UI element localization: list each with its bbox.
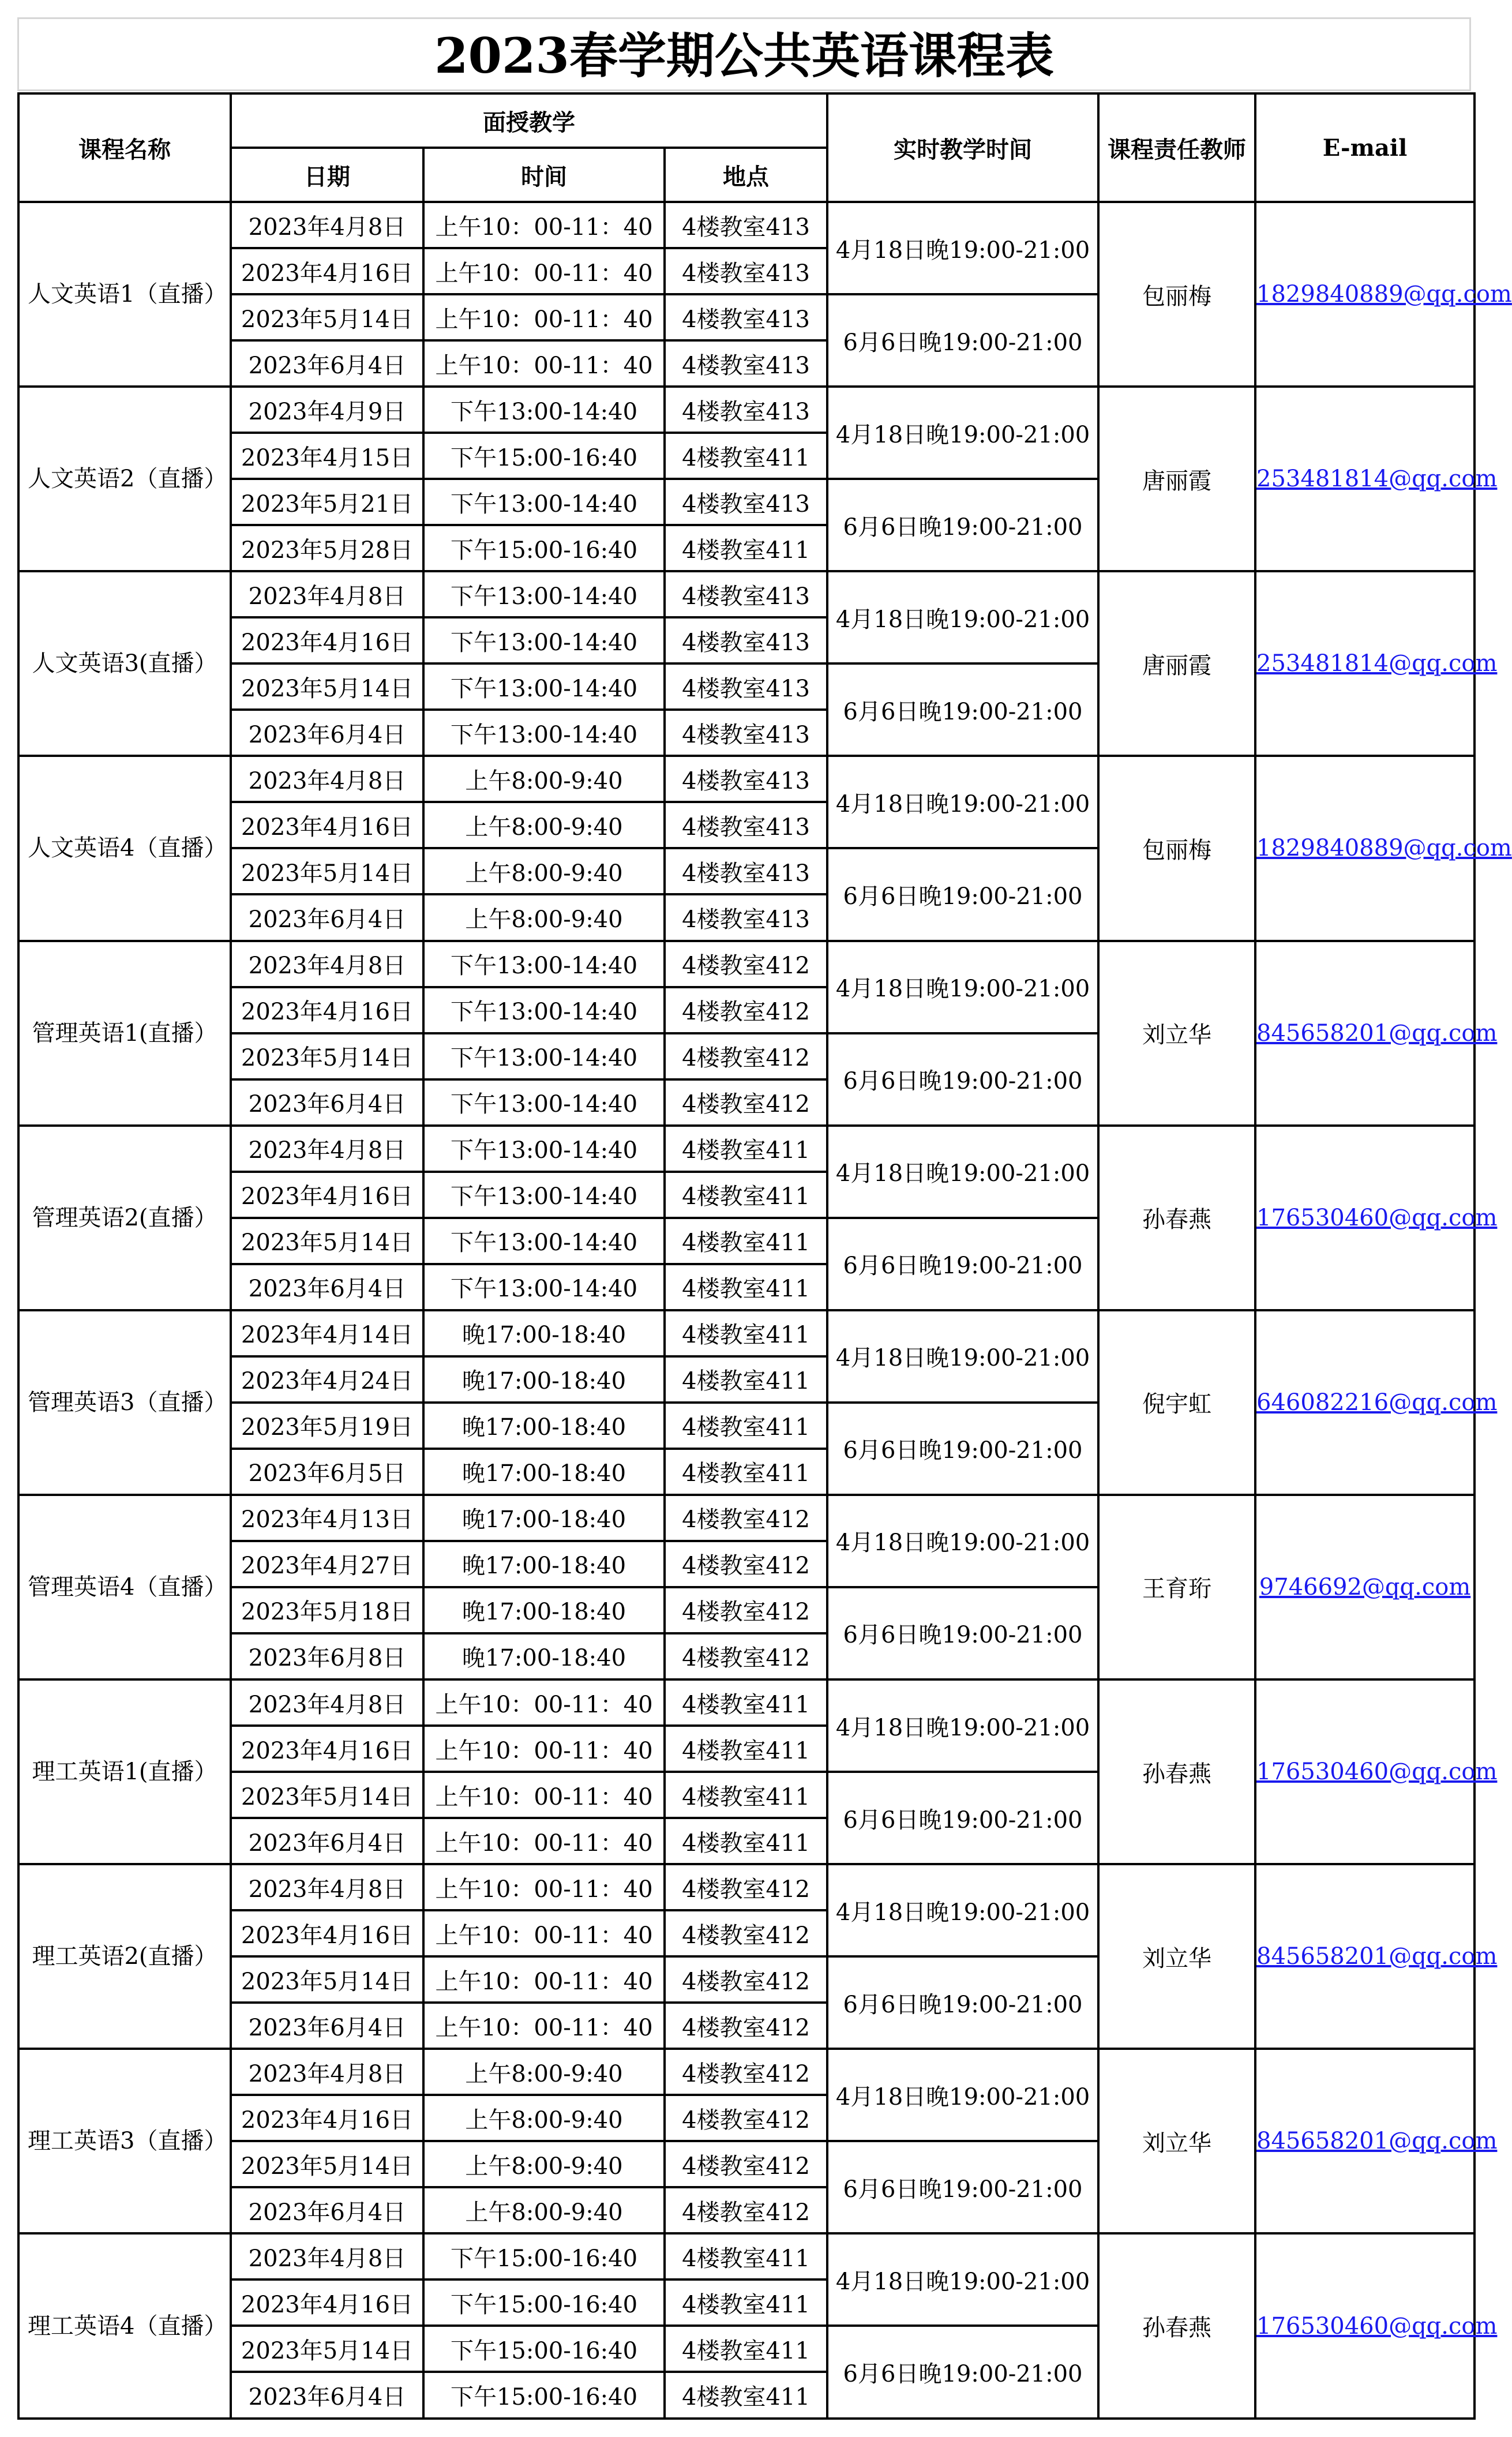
live-time: 4月18日晚19:00-21:00 <box>827 2049 1098 2141</box>
session-date: 2023年5月18日 <box>231 1587 423 1633</box>
live-time: 4月18日晚19:00-21:00 <box>827 2233 1098 2326</box>
live-time: 6月6日晚19:00-21:00 <box>827 479 1098 571</box>
session-time: 上午8:00-9:40 <box>423 756 665 802</box>
session-place: 4楼教室413 <box>665 663 827 710</box>
session-place: 4楼教室412 <box>665 2095 827 2141</box>
session-time: 下午13:00-14:40 <box>423 479 665 525</box>
session-time: 下午13:00-14:40 <box>423 941 665 987</box>
session-place: 4楼教室412 <box>665 941 827 987</box>
session-date: 2023年6月4日 <box>231 340 423 387</box>
session-place: 4楼教室411 <box>665 433 827 479</box>
session-time: 下午13:00-14:40 <box>423 1126 665 1172</box>
session-place: 4楼教室413 <box>665 387 827 433</box>
table-row <box>18 1679 1475 1726</box>
session-place: 4楼教室411 <box>665 1449 827 1495</box>
header-date: 日期 <box>231 148 423 202</box>
session-time: 下午13:00-14:40 <box>423 987 665 1033</box>
table-row <box>18 1310 1475 1356</box>
email-link[interactable]: 845658201@qq.com <box>1256 1019 1498 1047</box>
session-place: 4楼教室413 <box>665 756 827 802</box>
session-date: 2023年5月14日 <box>231 1033 423 1079</box>
header-time: 时间 <box>423 148 665 202</box>
session-date: 2023年4月14日 <box>231 1310 423 1356</box>
session-time: 晚17:00-18:40 <box>423 1633 665 1679</box>
session-place: 4楼教室412 <box>665 2187 827 2233</box>
session-date: 2023年6月8日 <box>231 1633 423 1679</box>
email-cell <box>1255 2233 1498 2419</box>
session-time: 下午15:00-16:40 <box>423 2233 665 2279</box>
session-place: 4楼教室412 <box>665 1587 827 1633</box>
session-time: 下午13:00-14:40 <box>423 663 665 710</box>
email-cell <box>1255 941 1498 1126</box>
session-time: 下午15:00-16:40 <box>423 525 665 571</box>
table-row <box>18 2233 1475 2279</box>
teacher-name: 包丽梅 <box>1098 202 1255 387</box>
email-cell <box>1255 1864 1498 2049</box>
table-row <box>18 941 1475 987</box>
session-date: 2023年5月14日 <box>231 848 423 894</box>
email-link[interactable]: 176530460@qq.com <box>1256 1204 1498 1231</box>
email-cell <box>1255 1126 1498 1310</box>
live-time: 6月6日晚19:00-21:00 <box>827 2141 1098 2233</box>
course-name: 理工英语3（直播） <box>18 2049 231 2233</box>
live-time: 6月6日晚19:00-21:00 <box>827 1772 1098 1864</box>
session-time: 上午8:00-9:40 <box>423 2095 665 2141</box>
session-place: 4楼教室411 <box>665 1126 827 1172</box>
session-place: 4楼教室411 <box>665 1772 827 1818</box>
session-date: 2023年4月8日 <box>231 2233 423 2279</box>
session-date: 2023年5月14日 <box>231 294 423 340</box>
title-cell <box>17 17 1471 91</box>
session-date: 2023年4月16日 <box>231 802 423 848</box>
course-name: 理工英语4（直播） <box>18 2233 231 2419</box>
teacher-name: 刘立华 <box>1098 941 1255 1126</box>
session-time: 上午10：00-11：40 <box>423 248 665 294</box>
schedule-table <box>17 92 1512 2420</box>
session-time: 上午10：00-11：40 <box>423 1956 665 2003</box>
teacher-name: 孙春燕 <box>1098 1679 1255 1864</box>
live-time: 6月6日晚19:00-21:00 <box>827 1218 1098 1310</box>
teacher-name: 王育珩 <box>1098 1495 1255 1679</box>
live-time: 4月18日晚19:00-21:00 <box>827 1310 1098 1403</box>
session-time: 下午15:00-16:40 <box>423 2372 665 2419</box>
session-time: 上午8:00-9:40 <box>423 894 665 940</box>
email-link[interactable]: 646082216@qq.com <box>1256 1389 1498 1416</box>
table-row <box>18 571 1475 617</box>
session-place: 4楼教室412 <box>665 1864 827 1910</box>
email-cell <box>1255 1495 1475 1679</box>
session-time: 上午10：00-11：40 <box>423 1726 665 1772</box>
session-time: 上午10：00-11：40 <box>423 1772 665 1818</box>
session-date: 2023年6月4日 <box>231 2187 423 2233</box>
email-link[interactable]: 1829840889@qq.com <box>1256 835 1512 862</box>
live-time: 4月18日晚19:00-21:00 <box>827 941 1098 1033</box>
session-date: 2023年6月4日 <box>231 1079 423 1126</box>
table-row <box>18 1126 1475 1172</box>
session-place: 4楼教室412 <box>665 1541 827 1587</box>
session-date: 2023年5月21日 <box>231 479 423 525</box>
live-time: 4月18日晚19:00-21:00 <box>827 1679 1098 1772</box>
session-time: 上午10：00-11：40 <box>423 1818 665 1864</box>
session-date: 2023年4月13日 <box>231 1495 423 1541</box>
course-name: 管理英语4（直播） <box>18 1495 231 1679</box>
session-place: 4楼教室413 <box>665 294 827 340</box>
session-date: 2023年4月8日 <box>231 941 423 987</box>
session-time: 晚17:00-18:40 <box>423 1403 665 1449</box>
live-time: 4月18日晚19:00-21:00 <box>827 387 1098 479</box>
teacher-name: 刘立华 <box>1098 2049 1255 2233</box>
email-link[interactable]: 845658201@qq.com <box>1256 2128 1498 2155</box>
session-place: 4楼教室411 <box>665 1403 827 1449</box>
table-row <box>18 1495 1475 1541</box>
session-time: 上午10：00-11：40 <box>423 1864 665 1910</box>
session-time: 下午13:00-14:40 <box>423 1264 665 1310</box>
session-time: 晚17:00-18:40 <box>423 1356 665 1403</box>
email-cell <box>1255 571 1498 756</box>
session-date: 2023年4月16日 <box>231 1726 423 1772</box>
session-time: 晚17:00-18:40 <box>423 1495 665 1541</box>
session-date: 2023年6月4日 <box>231 2372 423 2419</box>
session-time: 下午13:00-14:40 <box>423 1033 665 1079</box>
session-time: 下午13:00-14:40 <box>423 710 665 756</box>
course-name: 管理英语1(直播） <box>18 941 231 1126</box>
session-time: 上午10：00-11：40 <box>423 202 665 248</box>
session-date: 2023年5月14日 <box>231 2141 423 2187</box>
course-name: 人文英语2（直播） <box>18 387 231 571</box>
page-title: 2023春学期公共英语课程表 <box>434 27 1054 84</box>
session-time: 下午13:00-14:40 <box>423 1218 665 1264</box>
session-place: 4楼教室411 <box>665 1310 827 1356</box>
header-live: 实时教学时间 <box>827 93 1098 202</box>
header-face-to-face: 面授教学 <box>231 93 827 148</box>
session-date: 2023年4月8日 <box>231 571 423 617</box>
header-place: 地点 <box>665 148 827 202</box>
session-date: 2023年4月24日 <box>231 1356 423 1403</box>
live-time: 6月6日晚19:00-21:00 <box>827 1033 1098 1126</box>
session-date: 2023年4月9日 <box>231 387 423 433</box>
email-link[interactable]: 9746692@qq.com <box>1259 1573 1471 1600</box>
session-time: 下午13:00-14:40 <box>423 571 665 617</box>
session-date: 2023年4月16日 <box>231 987 423 1033</box>
header-email: E-mail <box>1255 93 1475 202</box>
email-cell <box>1255 1679 1498 1864</box>
email-cell <box>1255 756 1512 940</box>
session-place: 4楼教室411 <box>665 1818 827 1864</box>
session-date: 2023年6月4日 <box>231 710 423 756</box>
session-date: 2023年4月8日 <box>231 756 423 802</box>
session-time: 上午8:00-9:40 <box>423 2187 665 2233</box>
session-date: 2023年4月15日 <box>231 433 423 479</box>
course-name: 理工英语2(直播） <box>18 1864 231 2049</box>
session-place: 4楼教室411 <box>665 1172 827 1218</box>
table-row <box>18 202 1475 248</box>
session-time: 上午8:00-9:40 <box>423 802 665 848</box>
schedule-body <box>18 202 1512 2419</box>
session-time: 下午15:00-16:40 <box>423 433 665 479</box>
session-date: 2023年5月19日 <box>231 1403 423 1449</box>
live-time: 6月6日晚19:00-21:00 <box>827 663 1098 756</box>
session-place: 4楼教室412 <box>665 1495 827 1541</box>
session-time: 上午8:00-9:40 <box>423 848 665 894</box>
teacher-name: 孙春燕 <box>1098 2233 1255 2419</box>
session-date: 2023年6月5日 <box>231 1449 423 1495</box>
session-date: 2023年4月8日 <box>231 1126 423 1172</box>
teacher-name: 倪宇虹 <box>1098 1310 1255 1495</box>
live-time: 4月18日晚19:00-21:00 <box>827 571 1098 663</box>
session-place: 4楼教室411 <box>665 2326 827 2372</box>
session-date: 2023年4月16日 <box>231 248 423 294</box>
session-date: 2023年5月14日 <box>231 1218 423 1264</box>
session-place: 4楼教室412 <box>665 1033 827 1079</box>
session-place: 4楼教室412 <box>665 1956 827 2003</box>
session-place: 4楼教室411 <box>665 2279 827 2326</box>
session-date: 2023年4月16日 <box>231 1910 423 1956</box>
email-link[interactable]: 845658201@qq.com <box>1256 1943 1498 1970</box>
session-place: 4楼教室413 <box>665 202 827 248</box>
session-date: 2023年4月8日 <box>231 1864 423 1910</box>
session-date: 2023年4月16日 <box>231 2095 423 2141</box>
teacher-name: 刘立华 <box>1098 1864 1255 2049</box>
session-place: 4楼教室413 <box>665 248 827 294</box>
session-time: 下午13:00-14:40 <box>423 1172 665 1218</box>
email-cell <box>1255 387 1498 571</box>
teacher-name: 包丽梅 <box>1098 756 1255 940</box>
live-time: 4月18日晚19:00-21:00 <box>827 1864 1098 1956</box>
course-name: 管理英语3（直播） <box>18 1310 231 1495</box>
session-time: 晚17:00-18:40 <box>423 1310 665 1356</box>
live-time: 6月6日晚19:00-21:00 <box>827 848 1098 940</box>
live-time: 6月6日晚19:00-21:00 <box>827 2326 1098 2419</box>
session-time: 上午10：00-11：40 <box>423 294 665 340</box>
session-date: 2023年6月4日 <box>231 1818 423 1864</box>
course-name: 人文英语4（直播） <box>18 756 231 940</box>
session-date: 2023年6月4日 <box>231 1264 423 1310</box>
teacher-name: 孙春燕 <box>1098 1126 1255 1310</box>
course-name: 理工英语1(直播） <box>18 1679 231 1864</box>
email-link[interactable]: 176530460@qq.com <box>1256 2312 1498 2339</box>
live-time: 4月18日晚19:00-21:00 <box>827 202 1098 294</box>
session-place: 4楼教室413 <box>665 848 827 894</box>
session-time: 上午8:00-9:40 <box>423 2049 665 2095</box>
live-time: 4月18日晚19:00-21:00 <box>827 1126 1098 1218</box>
session-date: 2023年4月16日 <box>231 617 423 663</box>
session-place: 4楼教室413 <box>665 617 827 663</box>
session-date: 2023年5月14日 <box>231 663 423 710</box>
session-date: 2023年5月14日 <box>231 1956 423 2003</box>
table-row <box>18 1864 1475 1910</box>
session-time: 晚17:00-18:40 <box>423 1587 665 1633</box>
session-place: 4楼教室412 <box>665 1633 827 1679</box>
course-name: 人文英语1（直播） <box>18 202 231 387</box>
session-time: 晚17:00-18:40 <box>423 1449 665 1495</box>
live-time: 6月6日晚19:00-21:00 <box>827 1956 1098 2049</box>
session-place: 4楼教室413 <box>665 479 827 525</box>
email-link[interactable]: 253481814@qq.com <box>1256 650 1498 677</box>
session-date: 2023年6月4日 <box>231 894 423 940</box>
email-cell <box>1255 202 1512 387</box>
session-time: 上午10：00-11：40 <box>423 1910 665 1956</box>
session-place: 4楼教室413 <box>665 571 827 617</box>
session-time: 上午10：00-11：40 <box>423 1679 665 1726</box>
table-row <box>18 2049 1475 2095</box>
session-place: 4楼教室412 <box>665 2003 827 2049</box>
session-date: 2023年4月8日 <box>231 202 423 248</box>
schedule-sheet <box>17 17 1512 2420</box>
session-place: 4楼教室411 <box>665 1726 827 1772</box>
session-date: 2023年4月27日 <box>231 1541 423 1587</box>
session-place: 4楼教室411 <box>665 525 827 571</box>
session-place: 4楼教室412 <box>665 987 827 1033</box>
session-place: 4楼教室412 <box>665 2049 827 2095</box>
email-cell <box>1255 2049 1498 2233</box>
session-time: 下午13:00-14:40 <box>423 617 665 663</box>
session-place: 4楼教室411 <box>665 1218 827 1264</box>
teacher-name: 唐丽霞 <box>1098 387 1255 571</box>
email-link[interactable]: 253481814@qq.com <box>1256 466 1498 493</box>
session-place: 4楼教室413 <box>665 710 827 756</box>
session-time: 下午15:00-16:40 <box>423 2326 665 2372</box>
session-date: 2023年4月8日 <box>231 2049 423 2095</box>
course-name: 人文英语3(直播） <box>18 571 231 756</box>
session-place: 4楼教室413 <box>665 802 827 848</box>
email-link[interactable]: 176530460@qq.com <box>1256 1759 1498 1786</box>
session-time: 上午8:00-9:40 <box>423 2141 665 2187</box>
session-time: 晚17:00-18:40 <box>423 1541 665 1587</box>
session-place: 4楼教室411 <box>665 2233 827 2279</box>
session-place: 4楼教室411 <box>665 1264 827 1310</box>
session-time: 下午15:00-16:40 <box>423 2279 665 2326</box>
header-course: 课程名称 <box>18 93 231 202</box>
session-date: 2023年5月14日 <box>231 2326 423 2372</box>
session-time: 下午13:00-14:40 <box>423 1079 665 1126</box>
course-name: 管理英语2(直播） <box>18 1126 231 1310</box>
session-date: 2023年4月16日 <box>231 1172 423 1218</box>
session-time: 下午13:00-14:40 <box>423 387 665 433</box>
live-time: 4月18日晚19:00-21:00 <box>827 1495 1098 1587</box>
table-row <box>18 387 1475 433</box>
session-place: 4楼教室412 <box>665 2141 827 2187</box>
session-date: 2023年4月8日 <box>231 1679 423 1726</box>
email-link[interactable]: 1829840889@qq.com <box>1256 281 1512 308</box>
session-date: 2023年5月14日 <box>231 1772 423 1818</box>
live-time: 6月6日晚19:00-21:00 <box>827 1587 1098 1679</box>
session-place: 4楼教室411 <box>665 1356 827 1403</box>
header-teacher: 课程责任教师 <box>1098 93 1255 202</box>
session-place: 4楼教室413 <box>665 894 827 940</box>
session-date: 2023年5月28日 <box>231 525 423 571</box>
live-time: 4月18日晚19:00-21:00 <box>827 756 1098 848</box>
session-date: 2023年4月16日 <box>231 2279 423 2326</box>
session-place: 4楼教室412 <box>665 1910 827 1956</box>
session-place: 4楼教室412 <box>665 1079 827 1126</box>
email-cell <box>1255 1310 1498 1495</box>
session-time: 上午10：00-11：40 <box>423 2003 665 2049</box>
session-place: 4楼教室411 <box>665 2372 827 2419</box>
table-row <box>18 756 1475 802</box>
live-time: 6月6日晚19:00-21:00 <box>827 1403 1098 1495</box>
session-place: 4楼教室413 <box>665 340 827 387</box>
teacher-name: 唐丽霞 <box>1098 571 1255 756</box>
session-date: 2023年6月4日 <box>231 2003 423 2049</box>
live-time: 6月6日晚19:00-21:00 <box>827 294 1098 387</box>
session-time: 上午10：00-11：40 <box>423 340 665 387</box>
session-place: 4楼教室411 <box>665 1679 827 1726</box>
